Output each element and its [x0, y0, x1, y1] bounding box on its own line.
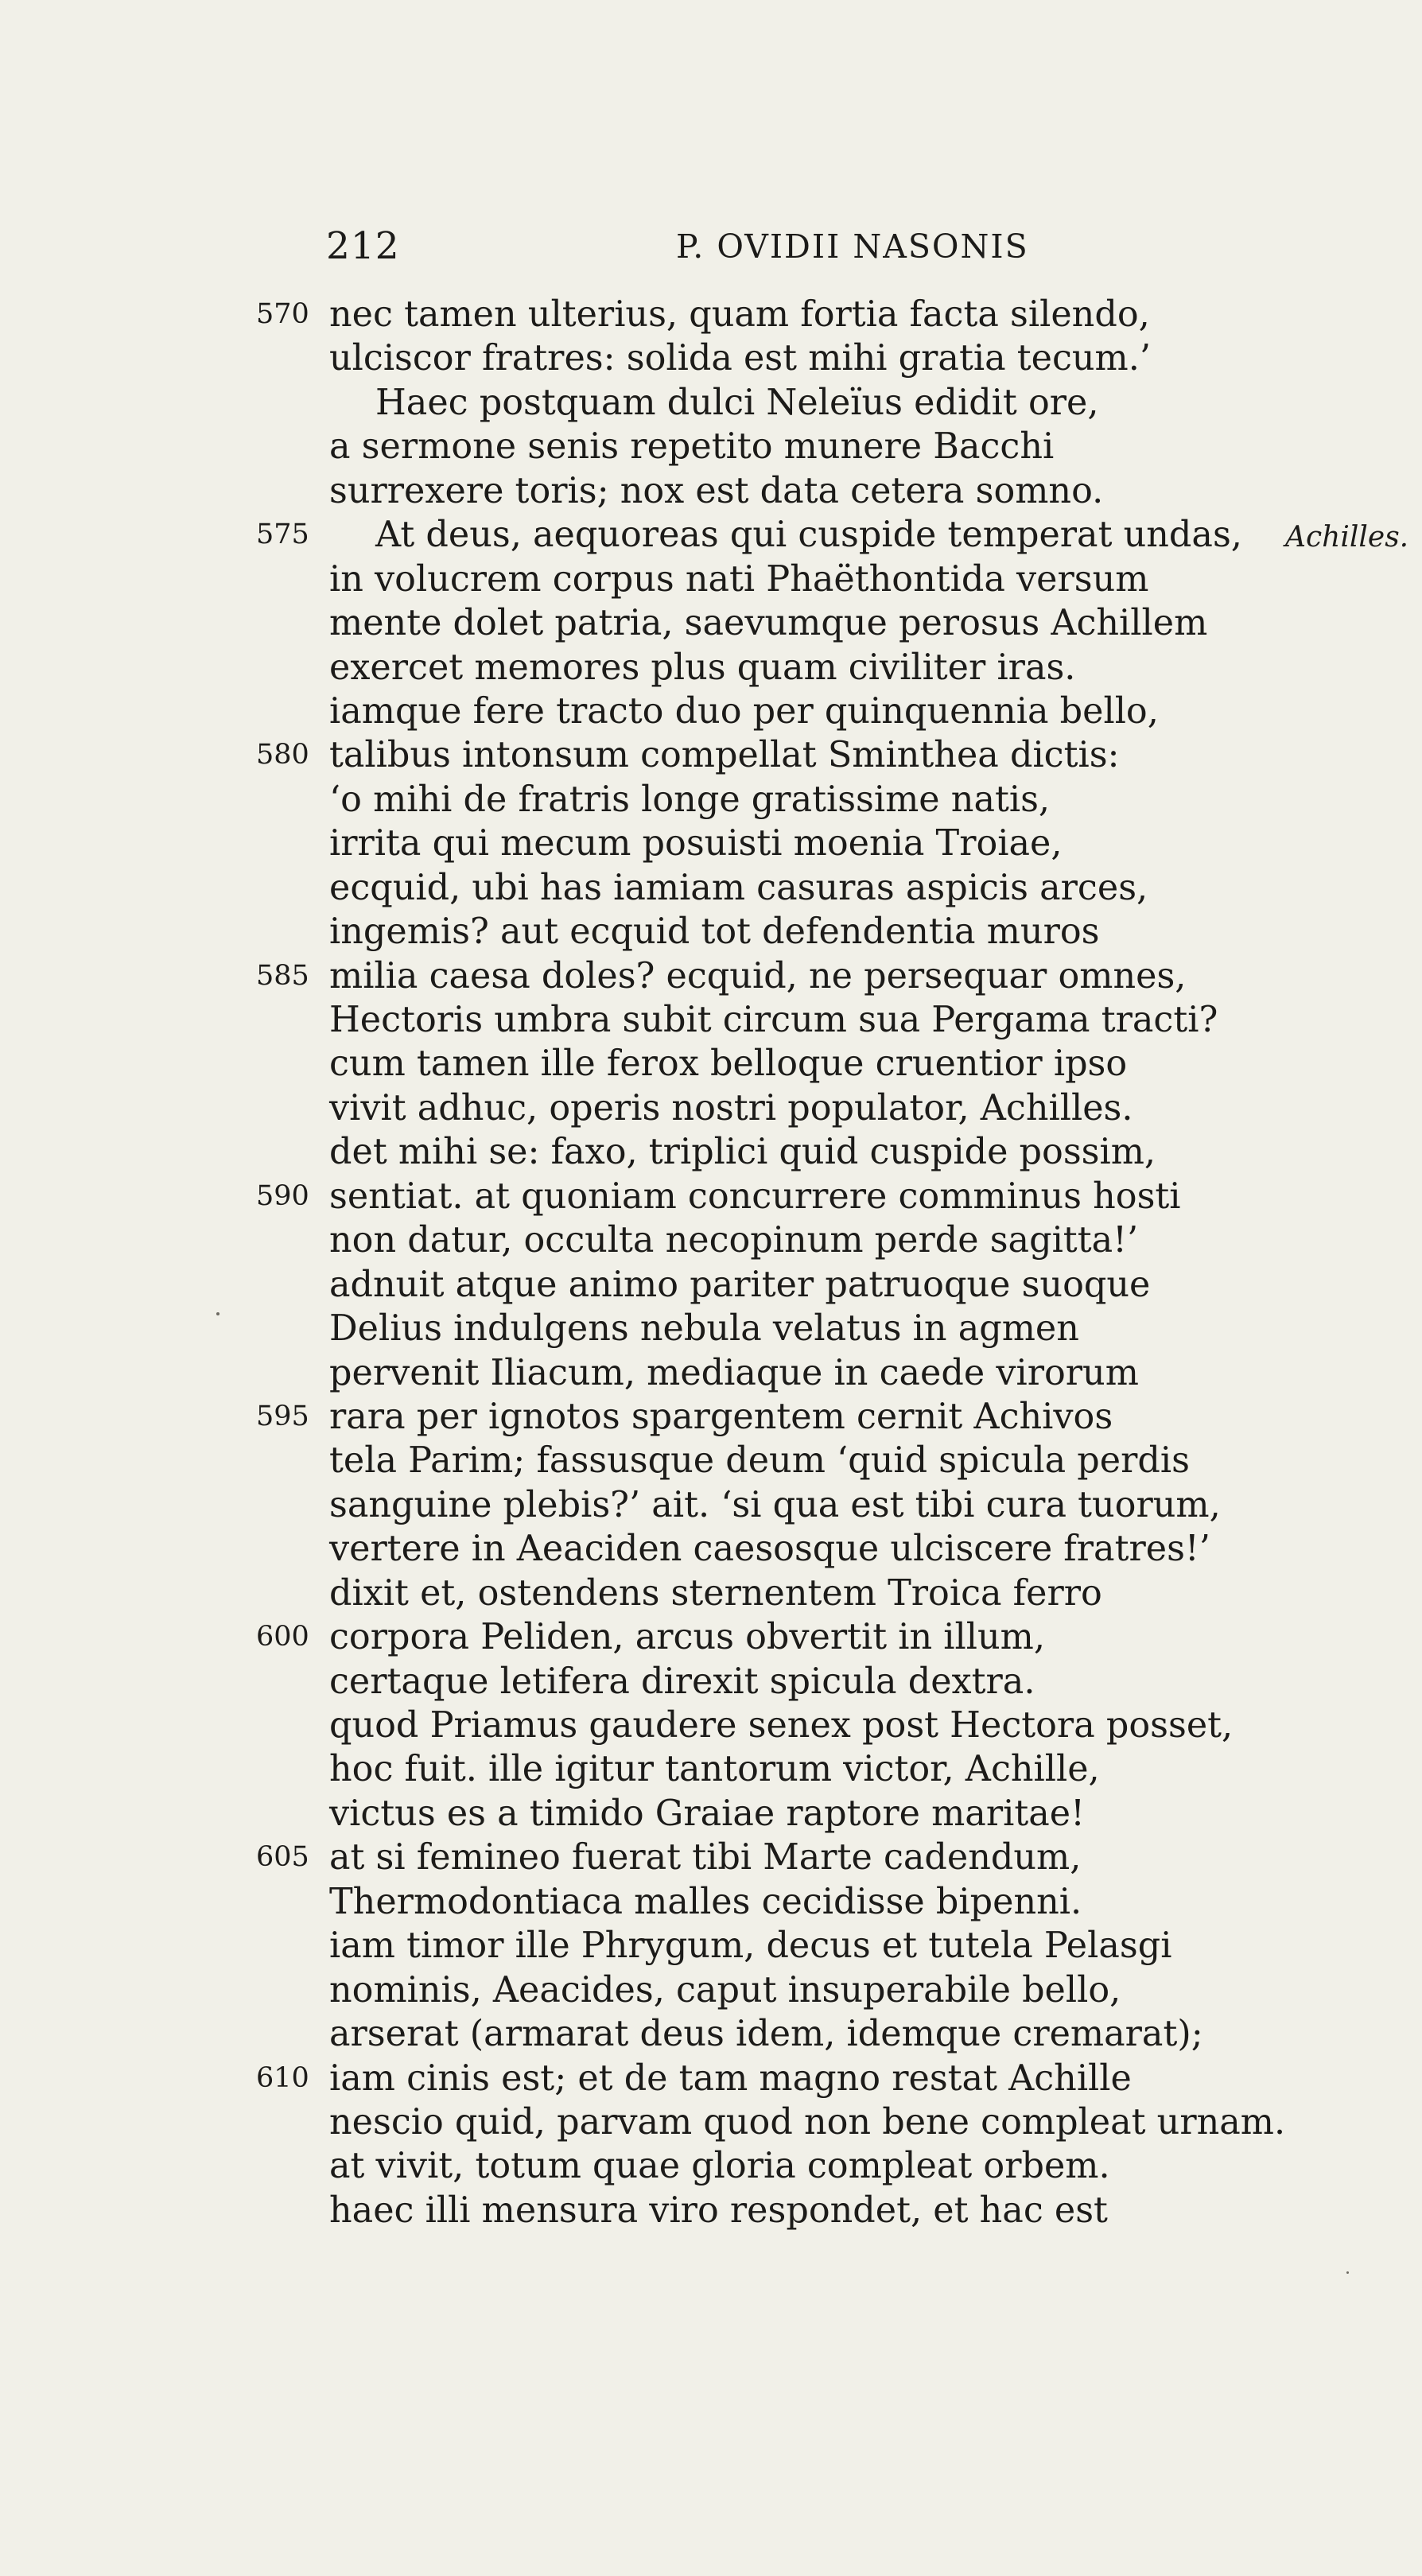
page-header: [326, 224, 1062, 280]
verse-text: ulciscor fratres: solida est mihi gratia tecum.’: [329, 338, 1152, 379]
verse-line: [0, 778, 1422, 822]
verse-line: [0, 1968, 1422, 2012]
verse-line: [0, 2012, 1422, 2056]
verse-text: in volucrem corpus nati Phaëthontida versum: [329, 558, 1149, 600]
verse-line: [0, 1924, 1422, 1968]
verse-text: mente dolet patria, saevumque perosus Achillem: [329, 603, 1208, 644]
verse-line: [0, 1615, 1422, 1659]
verse-text: vivit adhuc, operis nostri populator, Achilles.: [329, 1087, 1133, 1129]
verse-line: [0, 558, 1422, 601]
line-number: 605: [256, 1841, 309, 1874]
verse-line: [0, 690, 1422, 733]
verse-line: [0, 998, 1422, 1042]
verse-text: iam timor ille Phrygum, decus et tutela Pelasgi: [329, 1925, 1172, 1967]
verse-line: [0, 954, 1422, 998]
verse-line: [0, 1042, 1422, 1086]
verse-line: [0, 1175, 1422, 1218]
margin-note: Achilles.: [1285, 521, 1409, 554]
verse-line: [0, 1483, 1422, 1527]
verse-text: irrita qui mecum posuisti moenia Troiae,: [329, 823, 1063, 864]
verse-line: [0, 1307, 1422, 1350]
verse-text: Haec postquam dulci Neleïus edidit ore,: [375, 382, 1099, 423]
verse-text: talibus intonsum compellat Sminthea dictis:: [329, 735, 1120, 776]
verse-line: [0, 2100, 1422, 2144]
verse-text: at vivit, totum quae gloria compleat orbem.: [329, 2146, 1110, 2187]
verse-text: non datur, occulta necopinum perde sagitta!’: [329, 1220, 1139, 1261]
page-number: 212: [326, 224, 400, 268]
verse-text: Thermodontiaca malles cecidisse bipenni.: [329, 1881, 1082, 1922]
verse-text: ‘o mihi de fratris longe gratissime natis,: [329, 779, 1051, 820]
verse-line: [0, 646, 1422, 690]
verse-text: adnuit atque animo pariter patruoque suoque: [329, 1264, 1151, 1305]
verse-text: Hectoris umbra subit circum sua Pergama tracti?: [329, 1000, 1218, 1040]
verse-text: sentiat. at quoniam concurrere comminus hosti: [329, 1175, 1181, 1217]
verse-text: iam cinis est; et de tam magno restat Achille: [329, 2057, 1132, 2099]
verse-text: nominis, Aeacides, caput insuperabile bello,: [329, 1969, 1121, 2011]
verse-line: [0, 866, 1422, 910]
verse-text: nescio quid, parvam quod non bene compleat urnam.: [329, 2101, 1286, 2143]
line-number: 585: [256, 959, 309, 992]
verse-line: [0, 2057, 1422, 2100]
line-number: 610: [256, 2061, 309, 2094]
paper-speck: [216, 1312, 220, 1315]
line-number: 595: [256, 1400, 309, 1432]
verse-line: [0, 1351, 1422, 1395]
verse-text: arserat (armarat deus idem, idemque cremarat);: [329, 2014, 1203, 2055]
verse-text: ecquid, ubi has iamiam casuras aspicis arces,: [329, 867, 1148, 908]
line-number: 580: [256, 739, 309, 771]
verse-text: ingemis? aut ecquid tot defendentia muros: [329, 911, 1100, 953]
verse-text: victus es a timido Graiae raptore maritae!: [329, 1793, 1085, 1834]
verse-text: milia caesa doles? ecquid, ne persequar omnes,: [329, 955, 1187, 997]
verse-line: [0, 2189, 1422, 2232]
verse-line: [0, 1395, 1422, 1439]
line-number: 590: [256, 1179, 309, 1212]
verse-text: pervenit Iliacum, mediaque in caede virorum: [329, 1352, 1139, 1393]
verse-lines: [0, 293, 1422, 2232]
verse-text: haec illi mensura viro respondet, et hac est: [329, 2189, 1108, 2231]
verse-line: [0, 513, 1422, 557]
verse-line: [0, 1218, 1422, 1262]
verse-text: nec tamen ulterius, quam fortia facta silendo,: [329, 294, 1150, 335]
verse-line: [0, 1880, 1422, 1924]
verse-text: Delius indulgens nebula velatus in agmen: [329, 1308, 1079, 1350]
verse-text: det mihi se: faxo, triplici quid cuspide possim,: [329, 1132, 1156, 1173]
verse-text: at si femineo fuerat tibi Marte cadendum,: [329, 1837, 1082, 1879]
verse-line: [0, 822, 1422, 865]
verse-line: [0, 1704, 1422, 1747]
verse-text: quod Priamus gaudere senex post Hectora posset,: [329, 1705, 1234, 1746]
verse-text: a sermone senis repetito munere Bacchi: [329, 426, 1055, 468]
verse-line: [0, 425, 1422, 468]
verse-text: At deus, aequoreas qui cuspide temperat undas,: [375, 515, 1242, 556]
verse-text: vertere in Aeaciden caesosque ulciscere fratres!’: [329, 1529, 1210, 1570]
verse-line: [0, 293, 1422, 336]
paper-speck: [1346, 2271, 1349, 2274]
verse-line: [0, 381, 1422, 425]
verse-text: rara per ignotos spargentem cernit Achivos: [329, 1396, 1113, 1437]
verse-text: tela Parim; fassusque deum ‘quid spicula perdis: [329, 1440, 1190, 1482]
verse-line: [0, 733, 1422, 777]
verse-text: hoc fuit. ille igitur tantorum victor, Achille,: [329, 1749, 1100, 1790]
verse-line: [0, 1747, 1422, 1791]
verse-text: cum tamen ille ferox belloque cruentior ipso: [329, 1043, 1128, 1085]
verse-line: [0, 469, 1422, 513]
verse-text: exercet memores plus quam civiliter iras.: [329, 647, 1076, 688]
verse-line: [0, 1130, 1422, 1174]
verse-line: [0, 1836, 1422, 1879]
verse-line: [0, 601, 1422, 645]
verse-line: [0, 1527, 1422, 1571]
verse-line: [0, 336, 1422, 380]
verse-text: dixit et, ostendens sternentem Troica ferro: [329, 1572, 1102, 1614]
verse-text: corpora Peliden, arcus obvertit in illum,: [329, 1617, 1045, 1658]
line-number: 600: [256, 1621, 309, 1653]
verse-text: surrexere toris; nox est data cetera somno.: [329, 470, 1104, 511]
verse-text: iamque fere tracto duo per quinquennia bello,: [329, 690, 1159, 732]
verse-line: [0, 910, 1422, 954]
running-head: P. OVIDII NASONIS: [676, 227, 1029, 266]
verse-line: [0, 1086, 1422, 1130]
verse-line: [0, 1439, 1422, 1482]
line-number: 570: [256, 298, 309, 330]
verse-line: [0, 1572, 1422, 1615]
verse-line: [0, 2144, 1422, 2188]
verse-text: sanguine plebis?’ ait. ‘si qua est tibi cura tuorum,: [329, 1484, 1221, 1525]
verse-text: certaque letifera direxit spicula dextra.: [329, 1661, 1035, 1702]
verse-line: [0, 1263, 1422, 1307]
verse-line: [0, 1792, 1422, 1836]
verse-line: [0, 1660, 1422, 1704]
line-number: 575: [256, 519, 309, 551]
